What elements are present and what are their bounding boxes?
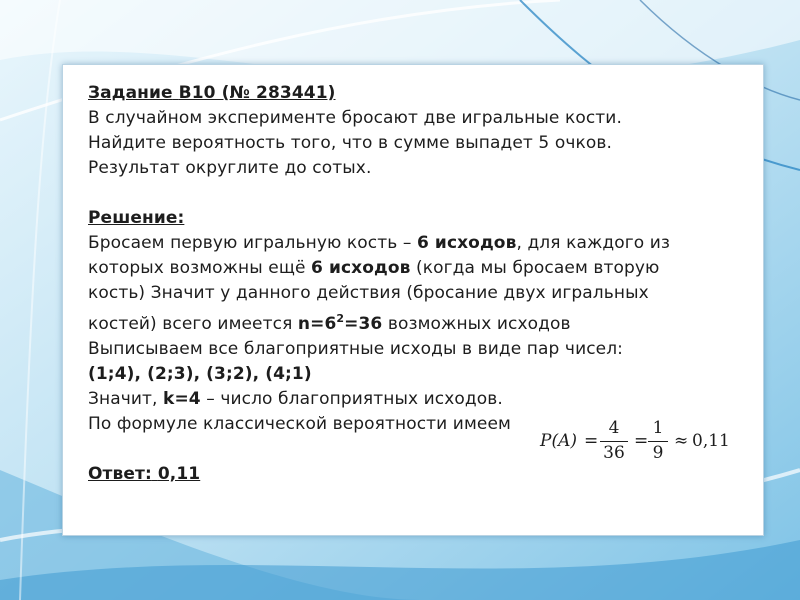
task-line-2: Найдите вероятность того, что в сумме выпадет 5 очков. [88,133,612,153]
fraction-bar [600,441,628,442]
fraction-numerator: 4 [608,418,620,438]
solution-line-6: (1;4), (2;3), (3;2), (4;1) [88,364,312,384]
task-line-3: Результат округлите до сотых. [88,158,372,178]
solution-line-2: которых возможны ещё 6 исходов (когда мы бросаем вторую [88,258,660,278]
solution-line-1: Бросаем первую игральную кость – 6 исходов, для каждого из [88,233,671,253]
spacer [88,181,748,206]
solution-line-8: По формуле классической вероятности имеем [88,414,511,434]
formula-equals-2: = [634,431,649,451]
answer-label: Ответ: [88,464,152,484]
fraction-numerator: 1 [652,418,664,438]
task-heading-word: Задание [88,83,173,103]
formula-equals: = [584,431,599,451]
solution-line-7: Значит, k=4 – число благоприятных исходов. [88,389,503,409]
fraction-denominator: 9 [652,443,664,463]
formula-approx: ≈ [674,431,689,451]
formula-lhs: P(A) [540,431,577,451]
formula-result: 0,11 [692,431,730,451]
solution-heading: Решение: [88,208,185,228]
solution-line-3: кость) Значит у данного действия (бросание двух игральных [88,283,649,303]
fraction-denominator: 36 [603,443,625,463]
solution-line-4: костей) всего имеется $n=6^2=36$ возможных исходов [88,312,571,334]
answer-line [88,462,748,487]
task-heading-code: В10 (№ 283441) [178,83,336,103]
task-heading [88,81,748,106]
answer-value: 0,11 [157,464,201,484]
solution-line-5: Выписываем все благоприятные исходы в виде пар чисел: [88,339,624,359]
fraction-bar [648,441,668,442]
task-line-1: В случайном эксперименте бросают две игральные кости. [88,108,622,128]
probability-formula [540,418,740,464]
